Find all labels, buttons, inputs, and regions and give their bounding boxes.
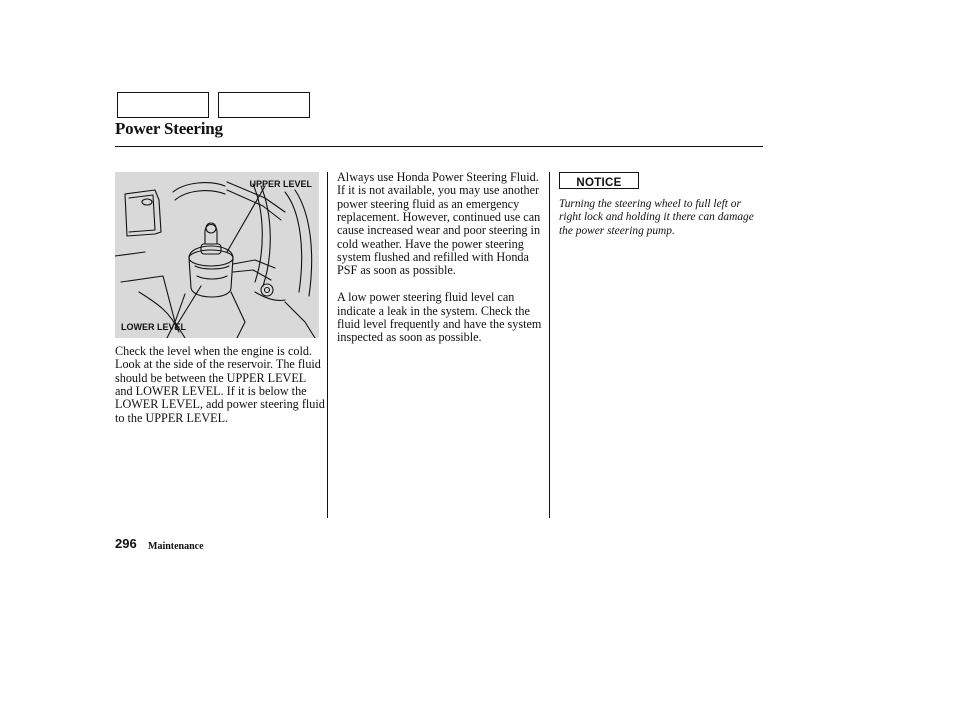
fluid-check-instructions [115,345,325,425]
column2-paragraph-1: Always use Honda Power Steering Fluid. If it is not available, you may use another power steering fluid as an emergency replacement. However, continued use can cause increased wear and poor steering in cold weather. Have the power steering system flushed and refilled with Honda PSF as soon as possible. [337,170,541,278]
notice-label: NOTICE [576,177,622,189]
section-name: Maintenance [148,541,204,552]
lower-level-label: LOWER LEVEL [121,322,186,332]
column2-paragraph-2: A low power steering fluid level can indicate a leak in the system. Check the fluid level frequently and have the system inspected as soon as possible. [337,290,542,345]
engine-bay-drawing [115,172,319,338]
power-steering-reservoir-illustration [115,172,319,338]
fluid-recommendation-text [337,171,542,345]
column-divider-1 [327,172,328,518]
page-number: 296 [115,536,137,551]
nav-box-previous[interactable] [117,92,209,118]
notice-badge [559,172,639,189]
column1-paragraph: Check the level when the engine is cold. Look at the side of the reservoir. The fluid should be between the UPPER LEVEL and LOWER LEVEL. If it is below the LOWER LEVEL, add power steering fluid to the UPPER LEVEL. [115,344,325,425]
upper-level-label: UPPER LEVEL [249,179,312,189]
title-divider [115,146,763,147]
nav-box-next[interactable] [218,92,310,118]
column-divider-2 [549,172,550,518]
page-title: Power Steering [115,119,223,138]
notice-text: Turning the steering wheel to full left or right lock and holding it there can damage the power steering pump. [559,198,754,237]
